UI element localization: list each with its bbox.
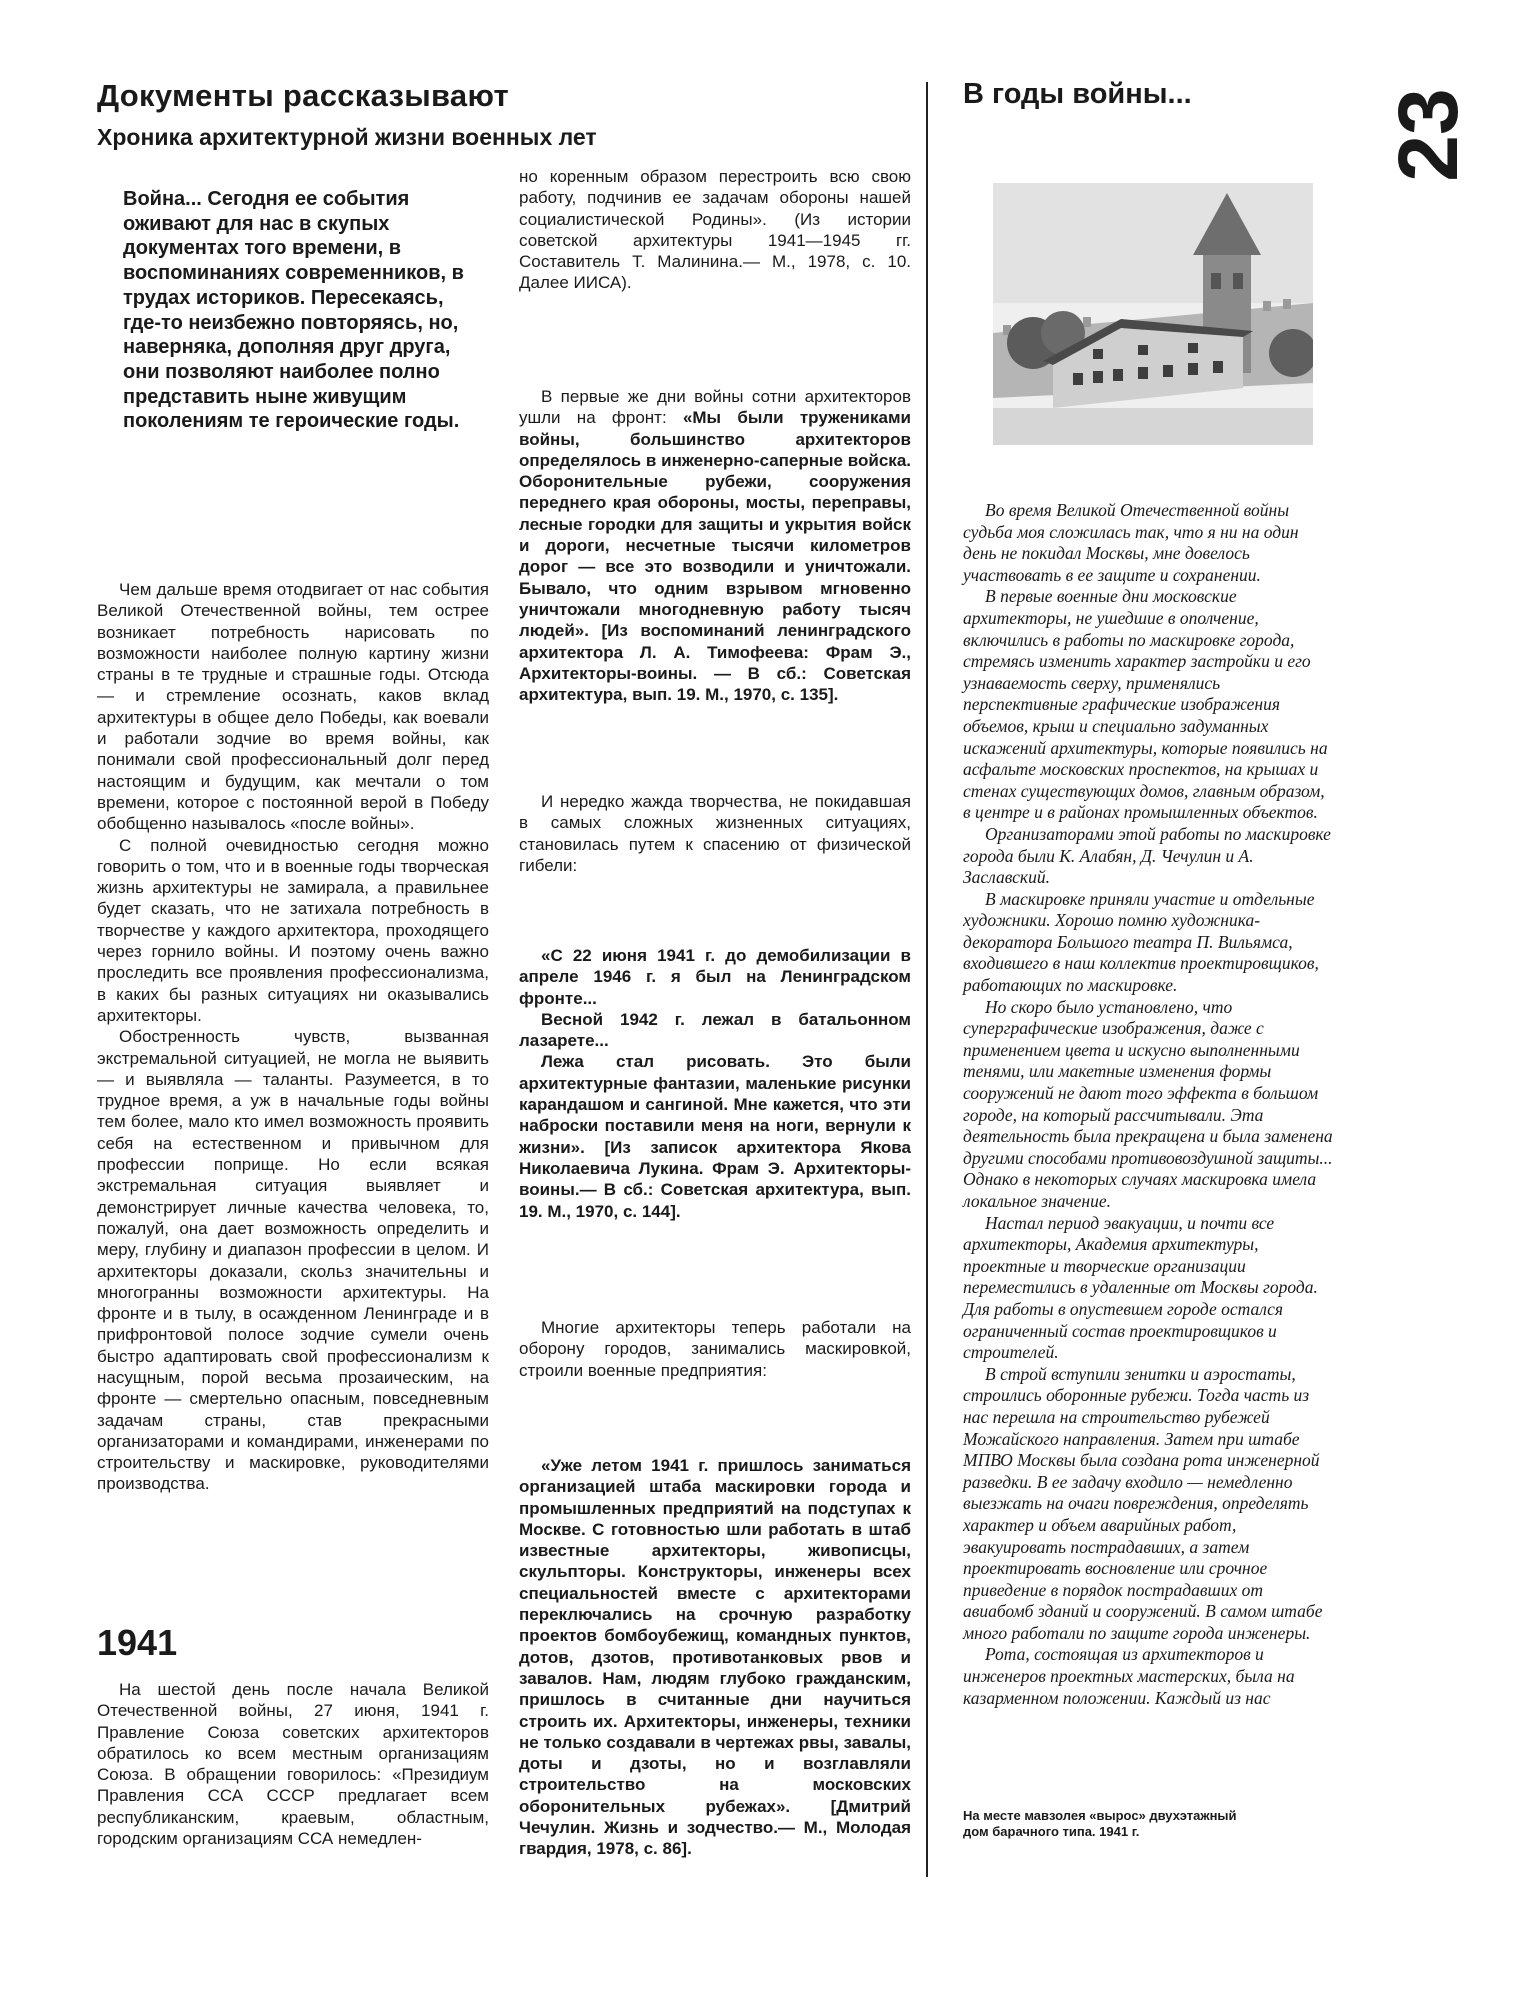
body-paragraph: Организаторами этой работы по маскировке города были К. Алабян, Д. Чечулин и А. Заславский. — [963, 823, 1331, 888]
quote-text: «С 22 июня 1941 г. до демобилизации в апреле 1946 г. я был на Ленинградском фронте... — [519, 946, 911, 1008]
kremlin-barrack-photo — [993, 183, 1313, 445]
body-paragraph: В первые же дни войны сотни архитекторов ушли на фронт: — [519, 387, 911, 428]
body-paragraph: На шестой день после начала Великой Отечественной войны, 27 июня, 1941 г. Правление Союза советских архитекторов обратилось ко всем местным организациям Союза. В обращении говорилось: «Президиум Правления ССА СССР предлагает всем республиканским, краевым, областным, городским организациям ССА немедлен- — [97, 1680, 489, 1849]
quote-text: Лежа стал рисовать. Это были архитектурные фантазии, маленькие рисунки карандашом и сангиной. Мне кажется, что эти наброски поставили меня на ноги, вернули к жизни». [Из записок архитектора Якова Николаевича Лукина. Фрам Э. Архитекторы-воины.— В сб.: Советская архитектура, вып. 19. М., 1970, с. 144]. — [519, 1052, 911, 1221]
photo-caption: На месте мавзолея «вырос» двухэтажный дом барачного типа. 1941 г. — [963, 1808, 1237, 1839]
column-2-block-1 — [519, 166, 911, 294]
column-3-body — [963, 500, 1336, 1709]
body-paragraph: но коренным образом перестроить всю свою работу, подчинив ее задачам обороны нашей социалистической Родины». (Из истории советской архитектуры 1941—1945 гг. Составитель Т. Малинина.— М., 1978, с. 10. Далее ИИСА). — [519, 167, 911, 293]
page-number: 23 — [1381, 88, 1475, 182]
column-2-block-3 — [519, 791, 911, 876]
column-2-block-4 — [519, 945, 911, 1222]
body-paragraph: И нередко жажда творчества, не покидавшая в самых сложных жизненных ситуациях, становилась путем к спасению от физической гибели: — [519, 792, 911, 875]
year-heading: 1941 — [97, 1622, 178, 1663]
year-paragraph-block — [97, 1679, 489, 1849]
column-1-body — [97, 579, 489, 1495]
column-2-block-6 — [519, 1455, 911, 1860]
quote-text: «Мы были тружениками войны, большинство архитекторов определялось в инженерно-саперные войска. Оборонительные рубежи, сооружения переднего края обороны, мосты, переправы, лесные городки для защиты и укрытия войск и дороги, несчетные тысячи километров дорог — все это возводили и уничтожали. Бывало, что одним взрывом мгновенно уничтожали многодневную работу тысяч людей». [Из воспоминаний ленинградского архитектора Л. А. Тимофеева: Фрам Э., Архитекторы-воины. — В сб.: Советская архитектура, вып. 19. М., 1970, с. 135]. — [519, 408, 911, 705]
body-paragraph: С полной очевидностью сегодня можно говорить о том, что и в военные годы творческая жизнь архитектуры не замирала, а правильнее будет сказать, что не затихала потребность в творчестве у каждого архитектора, проходящего через горнило войны. И поэтому очень важно проследить все проявления профессионализма, в каких бы разных ситуациях ни оказывались архитекторы. — [97, 835, 489, 1025]
body-paragraph: Многие архитекторы теперь работали на оборону городов, занимались маскировкой, строили военные предприятия: — [519, 1318, 911, 1380]
body-paragraph: Обостренность чувств, вызванная экстремальной ситуацией, не могла не выявить — и выявляла — таланты. Разумеется, в то трудное время, а уж в начальные годы войны тем более, мало кто имел возможность проявить себя на естественном и привычном для профессии поприще. Но если всякая экстремальная ситуация выявляет и демонстрирует личные качества человека, то, пожалуй, она дает возможность определить и меру, глубину и диапазон профессии в целом. И архитекторы доказали, скольз значительны и многогранны возможности архитектуры. На фронте и в тылу, в осажденном Ленинграде и в прифронтовой полосе зодчие сумели очень быстро адаптировать свой профессионализм к насущным, порой весьма прозаическим, на фронте — смертельно опасным, повседневным задачам страны, став прекрасными организаторами и командирами, инженерами по строительству и маскировке, руководителями производства. — [97, 1027, 489, 1494]
article-subtitle: Хроника архитектурной жизни военных лет — [97, 124, 597, 150]
section-title: В годы войны... — [963, 78, 1192, 110]
quote-text: «Уже летом 1941 г. пришлось заниматься организацией штаба маскировки города и промышленных предприятий на подступах к Москве. С готовностью шли работать в штаб известные архитекторы, живописцы, скульпторы. Конструкторы, инженеры всех специальностей вместе с архитекторами переключались на срочную разработку проектов бомбоубежищ, командных пунктов, дотов, дзотов, противотанковых рвов и завалов. Нам, людям глубоко гражданским, пришлось в считанные дни научиться строить их. Архитекторы, инженеры, техники не только создавали в чертежах рвы, завалы, доты и дзоты, но и возглавляли строительство на московских оборонительных рубежах». [Дмитрий Чечулин. Жизнь и зодчество.— М., Молодая гвардия, 1978, с. 86]. — [519, 1456, 911, 1859]
body-paragraph: В маскировке приняли участие и отдельные художники. Хорошо помню художника-декоратора Большого театра П. Вильямса, входившего в наш коллектив проектировщиков, работающих по маскировке. — [963, 888, 1319, 996]
lead-paragraph: Война... Сегодня ее события оживают для нас в скупых документах того времени, в воспоминаниях современников, в трудах историков. Пересекаясь, где-то неизбежно повторяясь, но, наверняка, дополняя друг друга, они позволяют наиболее полно представить ныне живущим поколениям те героические годы. — [123, 188, 464, 433]
body-paragraph: Рота, состоящая из архитекторов и инженеров проектных мастерских, была на казарменном положении. Каждый из нас — [963, 1644, 1295, 1708]
body-paragraph: Чем дальше время отодвигает от нас события Великой Отечественной войны, тем острее возникает потребность нарисовать по возможности наиболее полную картину жизни страны в те трудные и страшные годы. Отсюда — и стремление осознать, каков вклад архитектуры в общее дело Победы, как воевали и работали зодчие во время войны, как понимали свой профессиональный долг перед настоящим и будущим, как мечтали о том времени, которое с постоянной верой в Победу обобщенно называлось «после войны». — [97, 580, 489, 834]
article-title: Документы рассказывают — [97, 78, 509, 113]
body-paragraph: В первые военные дни московские архитекторы, не ушедшие в ополчение, включились в работы по маскировке города, стремясь изменить характер застройки и его узнаваемость сверху, применялись перспективные графические изображения объемов, крыш и специально задуманных искажений архитектуры, которые появились на асфальте московских проспектов, на крышах и стенах существующих домов, главным образом, в центре и в районах промышленных объектов. — [963, 586, 1328, 823]
body-paragraph: Во время Великой Отечественной войны судьба моя сложилась так, что я ни на один день не покидал Москвы, мне довелось участвовать в ее защите и сохранении. — [963, 500, 1299, 585]
column-2-block-2 — [519, 386, 911, 705]
column-2-block-5 — [519, 1317, 911, 1381]
body-paragraph: Настал период эвакуации, и почти все архитекторы, Академия архитектуры, проектные и творческие организации переместились в удаленные от Москвы города. Для работы в опустевшем городе остался ограниченный состав проектировщиков и строителей. — [963, 1212, 1318, 1363]
quote-text: Весной 1942 г. лежал в батальонном лазарете... — [519, 1009, 911, 1051]
body-paragraph: Но скоро было установлено, что суперграфические изображения, даже с применением цвета и искусно выполненными тенями, или макетные изменения формы сооружений не дают того эффекта в большом городе, на который рассчитывали. Эта деятельность была прекращена и была заменена другими способами противовоздушной защиты... Однако в некоторых случаях маскировка имела локальное значение. — [963, 996, 1333, 1211]
body-paragraph: В строй вступили зенитки и аэростаты, строились оборонные рубежи. Тогда часть из нас перешла на строительство рубежей Можайского направления. Затем при штабе МПВО Москвы была создана рота инженерной разведки. В ее задачу входило — немедленно выезжать на очаги повреждения, определять характер и объем аварийных работ, эвакуировать пострадавших, а затем проектировать восновление или срочное приведение в порядок пострадавших от авиабомб зданий и сооружений. В самом штабе много работали по защите города инженеры. — [963, 1363, 1323, 1643]
column-divider — [926, 82, 928, 1877]
